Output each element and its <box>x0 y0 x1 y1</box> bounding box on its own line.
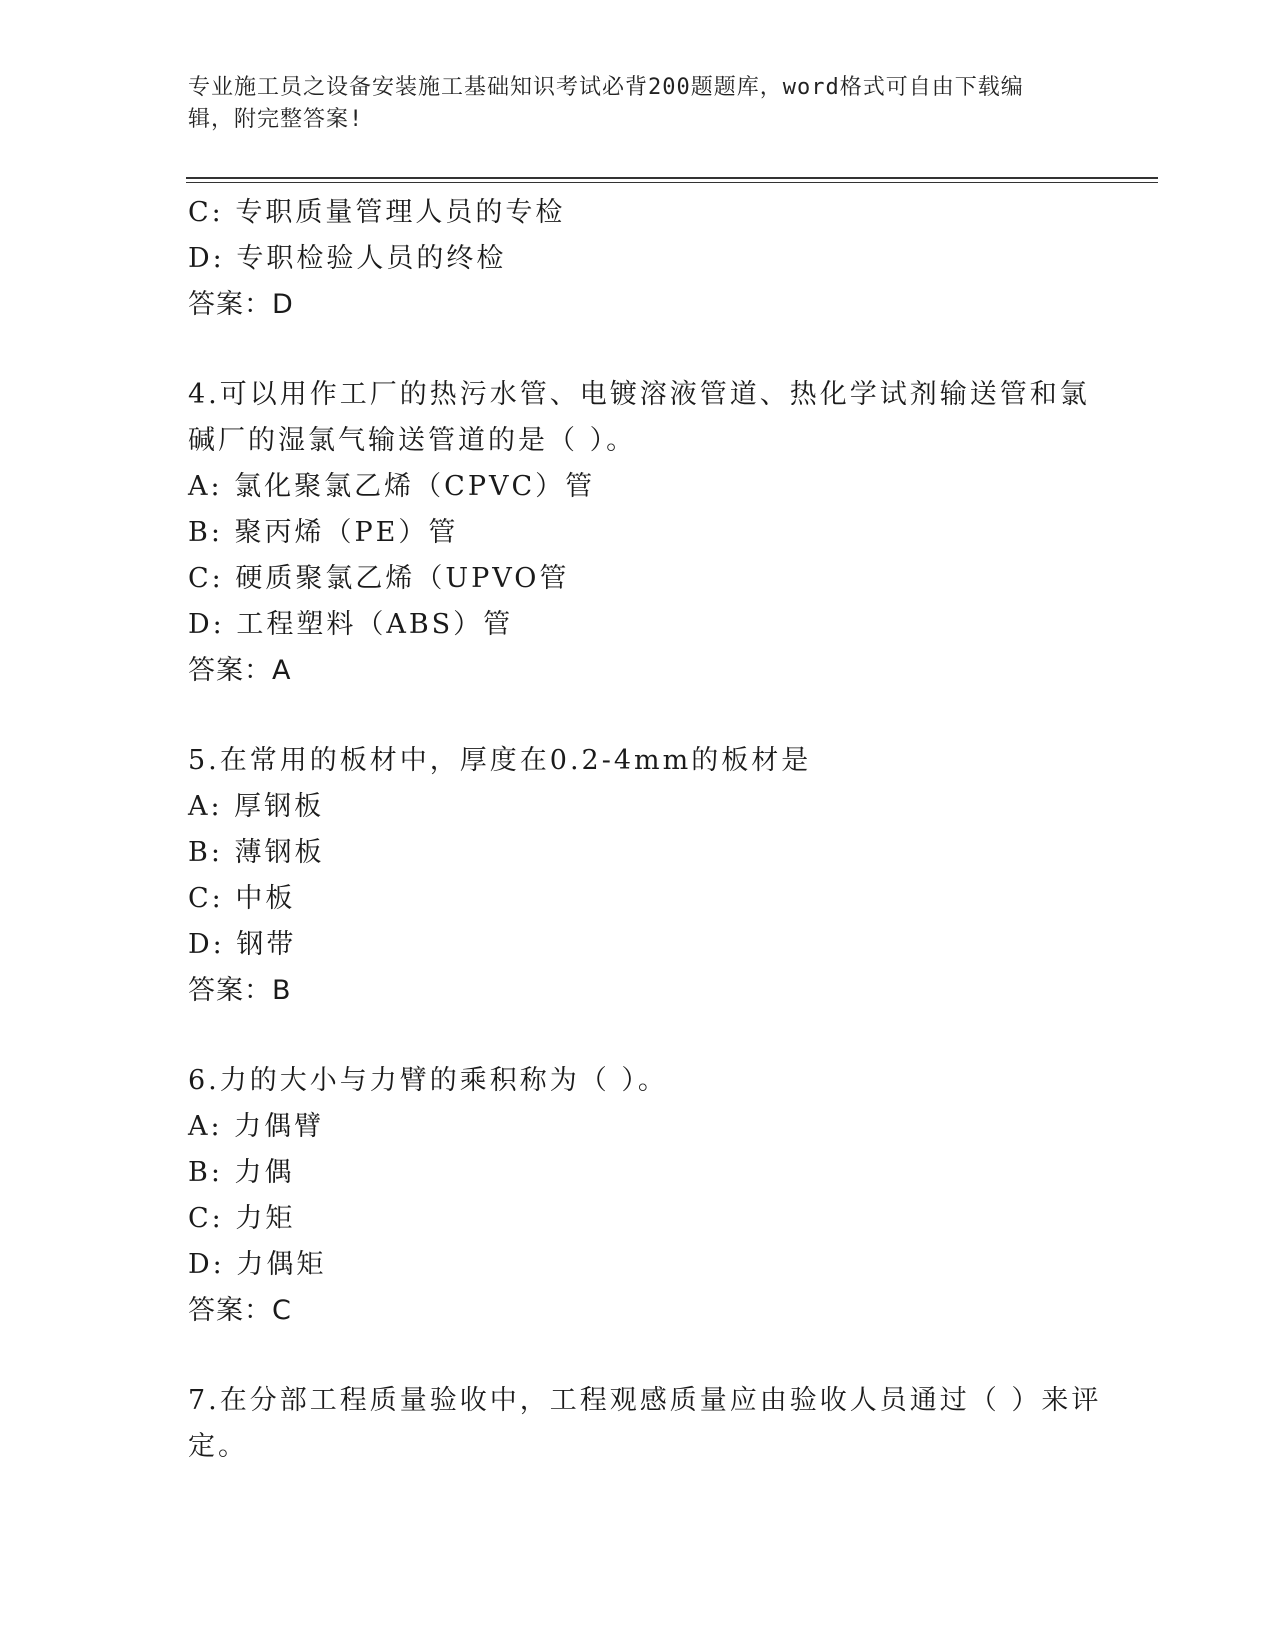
option-a: A: 厚钢板 <box>188 791 325 822</box>
question-stem: 碱厂的湿氯气输送管道的是（ ）。 <box>188 425 637 456</box>
answer: 答案：C <box>188 1295 292 1326</box>
spacer <box>188 1334 1088 1378</box>
option-c: C: 中板 <box>188 883 296 914</box>
answer: 答案：D <box>188 289 294 320</box>
option-b: B: 力偶 <box>188 1157 295 1188</box>
option-a: A: 氯化聚氯乙烯（CPVC）管 <box>188 471 596 502</box>
spacer <box>188 328 1088 372</box>
question-stem: 5.在常用的板材中，厚度在0.2-4mm的板材是 <box>188 745 812 776</box>
spacer <box>188 694 1088 738</box>
answer: 答案：A <box>188 655 292 686</box>
option-d: D: 力偶矩 <box>188 1249 327 1280</box>
header-divider-thick <box>186 177 1158 179</box>
option-d: D: 专职检验人员的终检 <box>188 243 507 274</box>
option-c: C: 硬质聚氯乙烯（UPVO管 <box>188 563 570 594</box>
question-stem: 定。 <box>188 1431 248 1462</box>
question-list <box>188 190 1102 1470</box>
spacer <box>188 1014 1088 1058</box>
answer: 答案：B <box>188 975 292 1006</box>
option-d: D: 钢带 <box>188 929 297 960</box>
question-stem: 6.力的大小与力臂的乘积称为（ ）。 <box>188 1065 668 1096</box>
option-d: D: 工程塑料（ABS）管 <box>188 609 514 640</box>
option-a: A: 力偶臂 <box>188 1111 325 1142</box>
question-stem: 4.可以用作工厂的热污水管、电镀溶液管道、热化学试剂输送管和氯 <box>188 379 1090 410</box>
option-c: C: 力矩 <box>188 1203 296 1234</box>
question-stem: 7.在分部工程质量验收中，工程观感质量应由验收人员通过（ ）来评 <box>188 1385 1102 1416</box>
document-header: 专业施工员之设备安装施工基础知识考试必背200题题库，word格式可自由下载编辑，附完整答案! <box>188 75 1024 132</box>
header-divider-thin <box>186 182 1158 183</box>
option-b: B: 聚丙烯（PE）管 <box>188 517 459 548</box>
option-b: B: 薄钢板 <box>188 837 325 868</box>
option-c: C: 专职质量管理人员的专检 <box>188 197 566 228</box>
